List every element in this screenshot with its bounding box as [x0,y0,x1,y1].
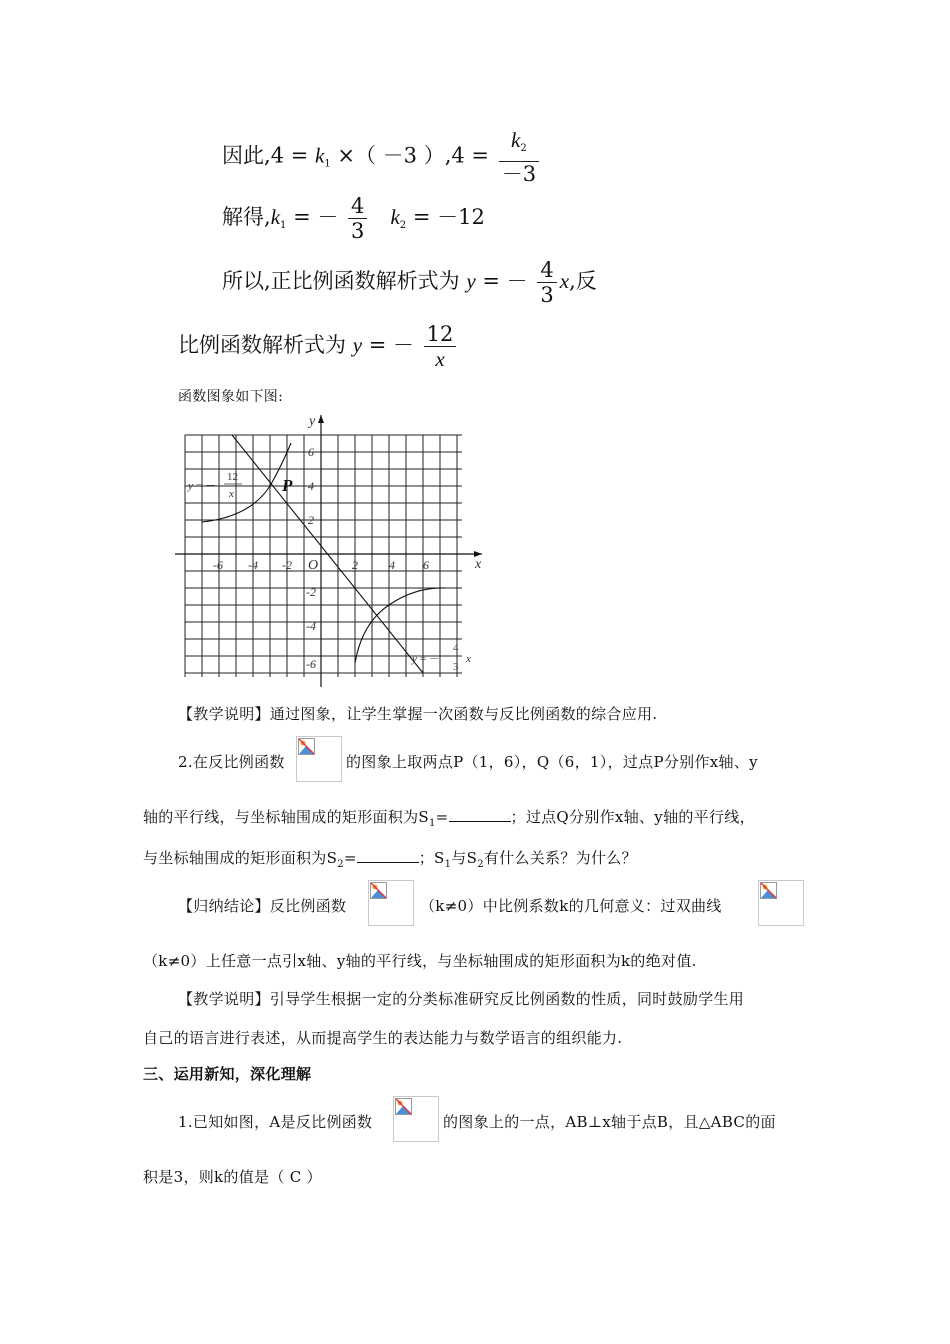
eq3-text: 所以,正比例函数解析式为 [222,269,460,293]
q2-line2b: = [435,808,449,826]
eq2-den: 3 [351,219,365,243]
eq3-den: 3 [540,283,554,307]
eq3-num: 4 [537,258,556,283]
point-p-label: P [282,476,293,495]
q2-line3-sub2: 2 [477,859,484,870]
equation-2 [222,194,485,243]
q2-line3-sub: 2 [337,859,344,870]
eq4-y: y [352,333,363,357]
broken-image-icon [395,1098,413,1116]
eq3-fraction [537,258,556,307]
tick-y-2: 2 [308,513,314,527]
hyperbola-branch-right [355,588,446,663]
hyperbola-label-den: x [229,488,234,500]
axis-label-y: y [309,414,316,429]
origin-label: O [308,558,319,573]
equation-4 [178,322,459,371]
conclusion-a: 【归纳结论】反比例函数 [178,897,347,915]
axis-label-x: x [475,557,482,572]
line-label-eq: = － [420,653,440,665]
q2-line3c: ；S [418,849,445,867]
eq3-x: x [559,269,570,293]
tick-x-4: 4 [389,558,395,572]
broken-image-icon [370,882,388,900]
broken-image-icon [760,882,778,900]
eq2-k2: k [390,205,400,229]
q2-line2-sub: 1 [428,818,436,829]
q2-line1a: 2.在反比例函数 [178,753,285,771]
q2-line3b: = [343,849,357,867]
function-graph [170,405,500,690]
eq1-mid: ×（ －3 ）,4 = [337,143,490,168]
line-label-num: 4 [453,642,459,654]
q3-b: 的图象上的一点，AB⊥x轴于点B，且△ABC的面 [443,1113,776,1131]
eq2-num: 4 [348,194,367,219]
equation-3 [222,258,597,307]
y-axis-arrow [318,415,324,423]
formula-image-2 [368,880,414,926]
eq1-start: 4 = [270,143,309,168]
formula-image-3 [758,880,804,926]
eq2-prefix: 解得, [222,205,271,229]
tick-x-6: 6 [423,558,429,572]
q2-line2a: 轴的平行线，与坐标轴围成的矩形面积为S [143,808,429,826]
line-label [411,642,471,673]
eq2-rhs: = －12 [412,205,485,229]
hyperbola-label-num: 12 [227,471,238,483]
section-heading: 三、运用新知，深化理解 [143,1065,312,1083]
eq2-k2-sub: 2 [399,220,407,231]
tick-x-2: 2 [352,558,358,572]
tick-x-neg4: -4 [248,558,258,572]
formula-image-1 [296,736,342,782]
line-label-x: x [466,653,471,665]
hyperbola-label-y: y [188,480,193,492]
conclusion-c: （k≠0）上任意一点引x轴、y轴的平行线，与坐标轴围成的矩形面积为k的绝对值. [143,952,697,970]
tick-x-neg6: -6 [213,558,223,572]
eq3-y: y [466,269,476,293]
tick-x-neg2: -2 [282,558,292,572]
q3-c: 积是3，则k的值是（ C ） [143,1168,322,1186]
q2-line2 [143,806,755,829]
q2-line3e: 有什么关系？为什么？ [483,849,637,867]
eq2-k1: k [270,205,281,229]
eq2-eq: = － [293,205,339,229]
eq1-num-sub: 2 [520,143,527,154]
answer-blank-s2[interactable] [357,848,419,863]
eq1-prefix: 因此, [222,143,271,168]
eq1-num: k [511,128,521,152]
eq4-text: 比例函数解析式为 [178,333,346,357]
q2-line1b: 的图象上取两点P（1，6），Q（6，1），过点P分别作x轴、y [346,753,758,771]
tick-y-6: 6 [308,445,314,459]
tick-y-neg2: -2 [306,585,316,599]
q2-line3 [143,847,637,870]
tick-y-neg6: -6 [306,657,316,671]
eq1-k1-sub: 1 [324,158,331,170]
q2-line2c: ；过点Q分别作x轴、y轴的平行线， [510,808,755,826]
hyperbola-label-eq: = － [196,480,216,492]
eq1-den: －3 [501,162,537,186]
formula-image-4 [393,1096,439,1142]
eq3-eq: = － [482,269,528,293]
teaching-note-2-line1: 【教学说明】引导学生根据一定的分类标准研究反比例函数的性质，同时鼓励学生用 [178,990,745,1008]
figure-caption: 函数图象如下图: [178,389,284,405]
line-label-y: y [412,653,417,665]
eq2-fraction [348,194,367,243]
eq4-fraction [424,322,457,371]
tick-y-neg4: -4 [306,619,316,633]
eq1-k1: k [315,143,325,168]
equation-1 [222,128,542,186]
eq4-den: x [435,347,445,371]
teaching-note-2-line2: 自己的语言进行表述，从而提高学生的表达能力与数学语言的组织能力. [143,1029,623,1047]
teaching-note-1: 【教学说明】通过图象，让学生掌握一次函数与反比例函数的综合应用. [178,705,658,723]
conclusion-b: （k≠0）中比例系数k的几何意义：过双曲线 [420,897,722,915]
line-label-den: 3 [453,661,459,673]
eq4-eq: = － [368,333,414,357]
eq4-num: 12 [424,322,457,347]
eq3-tail: ,反 [569,269,597,293]
eq2-k1-sub: 1 [280,220,287,231]
broken-image-icon [298,738,316,756]
q2-line3a: 与坐标轴围成的矩形面积为S [143,849,338,867]
q2-line3-sub1: 1 [444,859,452,870]
tick-y-4: 4 [308,479,314,493]
eq1-fraction [499,128,539,186]
answer-blank-s1[interactable] [449,807,511,822]
q3-a: 1.已知如图，A是反比例函数 [178,1113,373,1131]
q2-line3d: 与S [451,849,478,867]
